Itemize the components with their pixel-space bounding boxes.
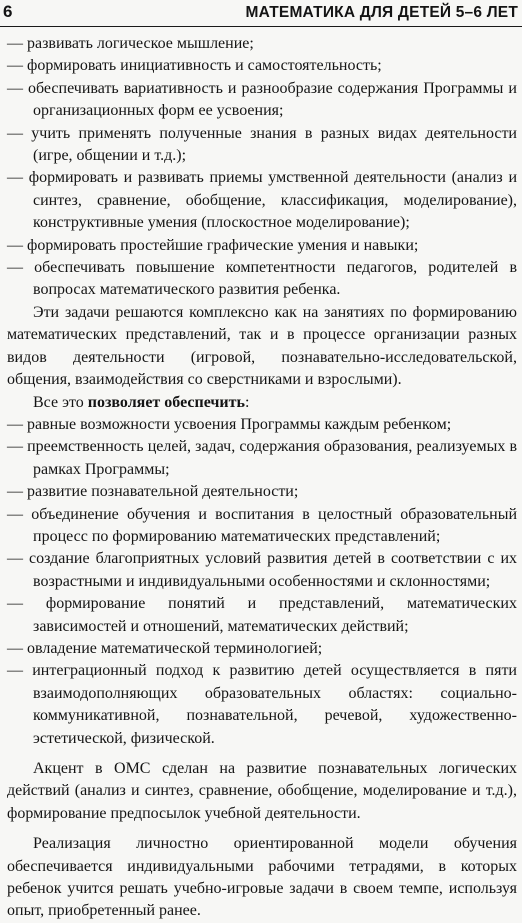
- list-item: — обеспечивать повышение компетентности педагогов, родителей в вопросах математического развития ребенка.: [7, 259, 517, 299]
- page-header: [0, 0, 522, 27]
- paragraph-realization: Реализация личностно ориентированной модели обучения обеспечивается индивидуальными рабочими тетрадями, в которых ребенок учится решать учебно-игровые задачи в своем темпе, используя опыт, приобретенный ранее.: [7, 835, 517, 920]
- list-item: — обеспечивать вариативность и разнообразие содержания Программы и организационных форм ее усвоения;: [7, 79, 517, 120]
- page-body: [7, 33, 517, 923]
- intro-colon: :: [244, 393, 250, 411]
- list-item: — объединение обучения и воспитания в целостный образовательный процесс по формированию математических представлений;: [7, 505, 517, 545]
- list-item: — развитие познавательной деятельности;: [7, 483, 299, 501]
- list-item: — учить применять полученные знания в разных видах деятельности (игре, общении и т.д.);: [7, 124, 517, 165]
- list-item: — равные возможности усвоения Программы каждым ребенком;: [7, 415, 452, 433]
- paragraph-tasks: Эти задачи решаются комплексно как на занятиях по формированию математических представлений, так и в процессе организации разных видов деятельности (игровой, познавательно-исследовательской, общения, взаимодействия со сверстниками и взрослыми).: [7, 303, 517, 389]
- list-item: — формировать и развивать приемы умственной деятельности (анализ и синтез, сравнение, обобщение, классификация, моделирование), конструктивные умения (плоскостное моделирование);: [7, 169, 517, 232]
- intro-bold-text: позволяет обеспечить: [87, 393, 245, 411]
- page-number: 6: [3, 2, 13, 21]
- list-item: — создание благоприятных условий развития детей в соответствии с их возрастными и индивидуальными особенностями и склонностями;: [7, 550, 517, 590]
- list-item: — формировать простейшие графические умения и навыки;: [7, 236, 419, 254]
- list-item: — интеграционный подход к развитию детей осуществляется в пяти взаимодополняющих образовательных областях: социально-коммуникативной, познавательной, речевой, художественно-эстетической, физической.: [7, 662, 517, 747]
- list-item: — развивать логическое мышление;: [7, 35, 254, 52]
- list-intro: [7, 392, 517, 414]
- paragraph-oms: Акцент в ОМС сделан на развитие познавательных логических действий (анализ и синтез, сравнение, обобщение, моделирование и т.д.), формирование предпосылок учебной деятельности.: [7, 760, 517, 822]
- list-item: — формировать инициативность и самостоятельность;: [7, 57, 382, 75]
- running-title: МАТЕМАТИКА ДЛЯ ДЕТЕЙ 5–6 ЛЕТ: [245, 4, 518, 21]
- list-item: — преемственность целей, задач, содержания образования, реализуемых в рамках Программы;: [7, 438, 517, 478]
- list-item: — формирование понятий и представлений, математических зависимостей и отношений, математических действий;: [7, 595, 517, 635]
- intro-text: Все это: [33, 393, 88, 411]
- list-item: — овладение математической терминологией;: [7, 639, 323, 657]
